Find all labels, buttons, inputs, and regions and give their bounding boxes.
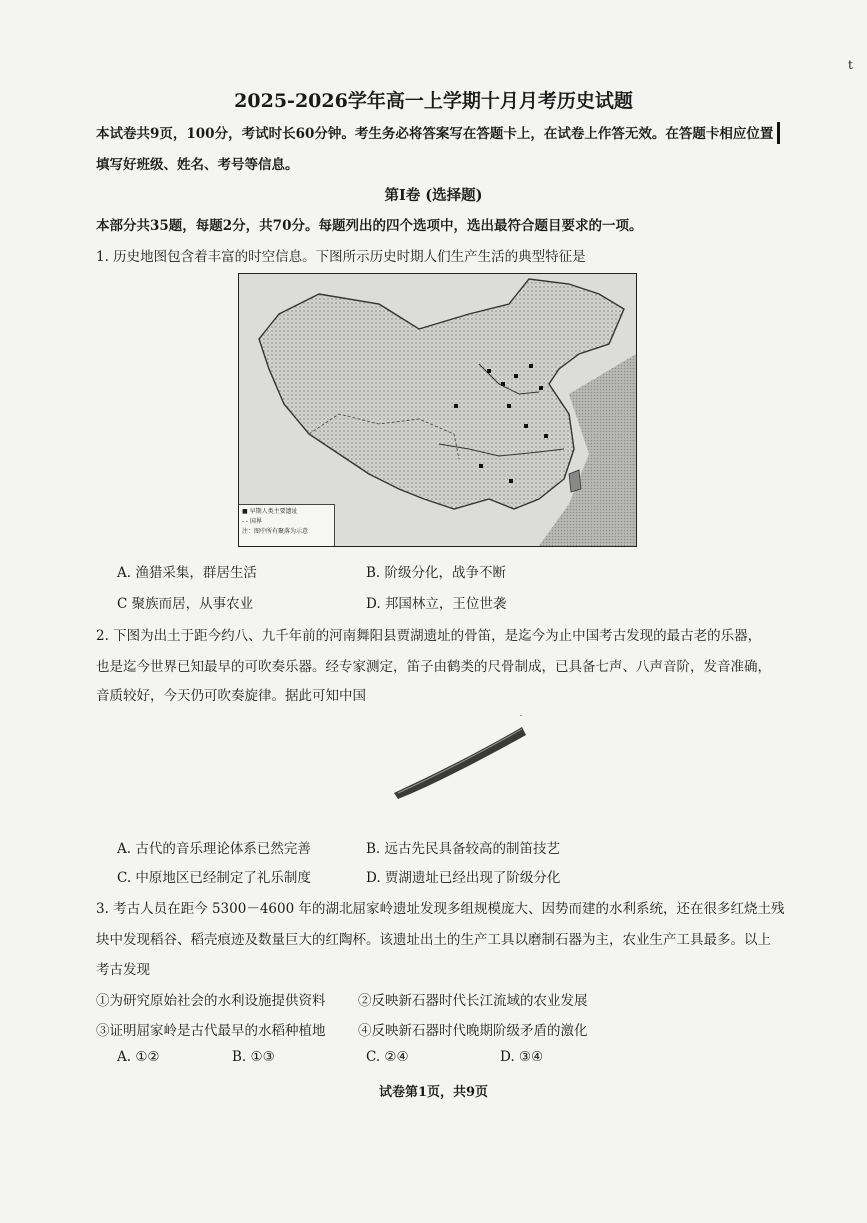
q3-option-c: C. ②④ bbox=[366, 1049, 409, 1065]
section-title: 第Ⅰ卷 (选择题) bbox=[384, 187, 483, 204]
legend-sites-label: 早期人类主要遗址 bbox=[249, 508, 298, 515]
exam-title: 2025-2026学年高一上学期十月月考历史试题 bbox=[234, 90, 633, 112]
q2-option-c: C. 中原地区已经制定了礼乐制度 bbox=[117, 870, 311, 886]
q1-option-c: C 聚族而居，从事农业 bbox=[117, 596, 254, 612]
question-2-stem-line-3: 音质较好，今天仍可吹奏旋律。据此可知中国 bbox=[96, 688, 366, 704]
q3-statement-1: ①为研究原始社会的水利设施提供资料 bbox=[96, 993, 326, 1009]
question-2-stem-line-1: 2. 下图为出土于距今约八、九千年前的河南舞阳县贾湖遗址的骨笛，是迄今为止中国考古发现的最古老的乐器， bbox=[96, 628, 762, 644]
china-historical-map bbox=[238, 273, 637, 547]
q3-statement-2: ②反映新石器时代长江流域的农业发展 bbox=[358, 993, 588, 1009]
legend-item-sites: ■ 早期人类主要遗址 bbox=[242, 508, 298, 515]
instructions-line-2: 填写好班级、姓名、考号等信息。 bbox=[96, 157, 299, 173]
legend-note: 注：图中所有聚落为示意 bbox=[242, 528, 309, 535]
instructions-line-1: 本试卷共9页，100分，考试时长60分钟。考生务必将答案写在答题卡上，在试卷上作答无效。在答题卡相应位置 bbox=[96, 126, 774, 142]
q3-option-a: A. ①② bbox=[117, 1049, 160, 1065]
legend-item-border: - - 国界 bbox=[242, 518, 262, 525]
question-1-stem: 1. 历史地图包含着丰富的时空信息。下图所示历史时期人们生产生活的典型特征是 bbox=[96, 249, 586, 265]
q1-option-d: D. 邦国林立，王位世袭 bbox=[366, 596, 507, 612]
q2-option-b: B. 远古先民具备较高的制笛技艺 bbox=[366, 841, 561, 857]
legend-border-label: 国界 bbox=[249, 518, 262, 525]
map-legend bbox=[239, 504, 335, 546]
q3-option-d: D. ③④ bbox=[500, 1049, 544, 1065]
question-2-stem-line-2: 也是迄今世界已知最早的可吹奏乐器。经专家测定，笛子由鹤类的尺骨制成，已具备七声、八声音阶，发音准确， bbox=[96, 659, 771, 675]
q2-option-a: A. 古代的音乐理论体系已然完善 bbox=[117, 841, 311, 857]
margin-bar bbox=[777, 122, 780, 144]
section-description: 本部分共35题，每题2分，共70分。每题列出的四个选项中，选出最符合题目要求的一项。 bbox=[96, 218, 643, 234]
q1-option-b: B. 阶级分化，战争不断 bbox=[366, 565, 507, 581]
question-3-stem-line-3: 考古发现 bbox=[96, 962, 150, 978]
q3-statement-3: ③证明屈家岭是古代最早的水稻种植地 bbox=[96, 1023, 326, 1039]
q1-option-a: A. 渔猎采集，群居生活 bbox=[117, 565, 257, 581]
bone-flute-image bbox=[388, 715, 533, 800]
page-footer: 试卷第1页，共9页 bbox=[378, 1085, 489, 1100]
corner-mark: t bbox=[848, 58, 853, 72]
q2-option-d: D. 贾湖遗址已经出现了阶级分化 bbox=[366, 870, 561, 886]
question-3-stem-line-1: 3. 考古人员在距今 5300－4600 年的湖北屈家岭遗址发现多组规模庞大、因势而建的水利系统，还在很多红烧土残 bbox=[96, 901, 785, 917]
q3-statement-4: ④反映新石器时代晚期阶级矛盾的激化 bbox=[358, 1023, 588, 1039]
q3-option-b: B. ①③ bbox=[232, 1049, 275, 1065]
question-3-stem-line-2: 块中发现稻谷、稻壳痕迹及数量巨大的红陶杯。该遗址出土的生产工具以磨制石器为主，农业生产工具最多。以上 bbox=[96, 932, 771, 948]
